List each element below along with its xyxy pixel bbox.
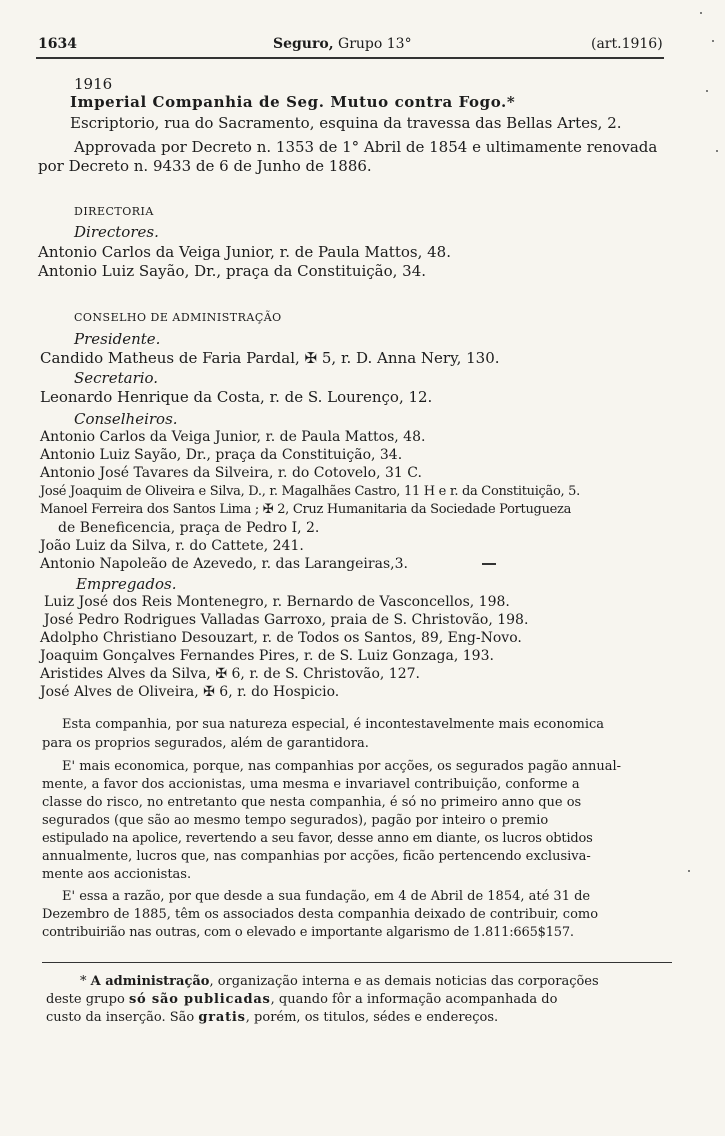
scan-speck <box>716 150 718 152</box>
p2-line-1: E' mais economica, porque, nas companhias por acções, os segurados pagão annual- <box>62 759 622 774</box>
empregado-5: Aristides Alves da Silva, ✠ 6, r. de S. Christovão, 127. <box>40 666 420 682</box>
p3-line-3: contribuirião nas outras, com o elevado e importante algarismo de 1.811:665$157. <box>42 925 574 940</box>
p2-line-3: classe do risco, no entretanto que nesta companhia, é só no primeiro anno que os <box>42 795 582 810</box>
empregado-2: José Pedro Rodrigues Valladas Garroxo, praia de S. Christovão, 198. <box>44 612 529 628</box>
scan-speck <box>688 870 690 872</box>
footnote-bold-publicadas: só são publicadas <box>128 992 271 1007</box>
director-2: Antonio Luiz Sayão, Dr., praça da Constituição, 34. <box>38 262 427 280</box>
p2-line-4: segurados (que são ao mesmo tempo segurados), pagão por inteiro o premio <box>42 813 549 828</box>
company-name: Imperial Companhia de Seg. Mutuo contra Fogo.* <box>70 93 516 111</box>
running-title <box>273 36 412 53</box>
footnote-line-3-rest: , porém, os titulos, sédes e endereços. <box>245 1010 499 1025</box>
p3-line-1: E' essa a razão, por que desde a sua fundação, em 4 de Abril de 1854, até 31 de <box>62 889 591 904</box>
footnote-line-3 <box>46 1010 498 1026</box>
footnote-line-2-start: deste grupo <box>46 992 129 1007</box>
empregado-1: Luiz José dos Reis Montenegro, r. Bernardo de Vasconcellos, 198. <box>44 594 510 610</box>
conselho-heading: CONSELHO DE ADMINISTRAÇÃO <box>74 311 282 324</box>
p2-line-6: annualmente, lucros que, nas companhias por acções, ficão pertencendo exclusiva- <box>42 849 591 864</box>
footnote-line-3-start: custo da inserção. São <box>46 1010 199 1025</box>
footnote-line-1 <box>80 974 674 990</box>
approval-line-2: por Decreto n. 9433 de 6 de Junho de 1886. <box>38 157 372 175</box>
entry-number: 1916 <box>74 75 113 93</box>
conselheiro-5: Manoel Ferreira dos Santos Lima ; ✠ 2, Cruz Humanitaria da Sociedade Portugueza <box>40 502 572 517</box>
office-address: Escriptorio, rua do Sacramento, esquina da travessa das Bellas Artes, 2. <box>70 114 622 132</box>
dash-mark <box>482 563 496 565</box>
approval-line-1: Approvada por Decreto n. 1353 de 1° Abril de 1854 e ultimamente renovada <box>74 138 658 156</box>
footnote-bold-gratis: gratis <box>198 1010 246 1025</box>
scan-speck <box>700 12 702 14</box>
p2-line-2: mente, a favor dos accionistas, uma mesma e invariavel contribuição, conforme a <box>42 777 580 792</box>
presidente-label: Presidente. <box>74 330 161 348</box>
footnote-line-2-rest: , quando fôr a informação acompanhada do <box>270 992 558 1007</box>
footnote-rule <box>42 962 672 963</box>
footnote-line-2 <box>46 992 674 1008</box>
directores-label: Directores. <box>74 223 159 241</box>
conselheiro-3: Antonio José Tavares da Silveira, r. do Cotovelo, 31 C. <box>40 465 422 481</box>
p1-line-1: Esta companhia, por sua natureza especial, é incontestavelmente mais economica <box>62 717 605 732</box>
article-reference: (art.1916) <box>591 36 663 52</box>
conselheiro-6: João Luiz da Silva, r. do Cattete, 241. <box>40 538 304 554</box>
p2-line-5: estipulado na apolice, revertendo a seu favor, desse anno em diante, os lucros obtidos <box>42 831 593 846</box>
page-number: 1634 <box>38 36 77 52</box>
director-1: Antonio Carlos da Veiga Junior, r. de Paula Mattos, 48. <box>38 243 451 261</box>
empregado-3: Adolpho Christiano Desouzart, r. de Todos os Santos, 89, Eng-Novo. <box>40 630 522 646</box>
footnote-bold-administracao: A administração <box>90 974 210 989</box>
conselheiros-label: Conselheiros. <box>74 410 178 428</box>
conselheiro-5-continued: de Beneficencia, praça de Pedro I, 2. <box>58 520 320 536</box>
conselheiro-7: Antonio Napoleão de Azevedo, r. das Larangeiras,3. <box>40 556 408 572</box>
scan-speck <box>706 90 708 92</box>
scan-speck <box>712 40 714 42</box>
secretario-label: Secretario. <box>74 369 159 387</box>
running-title-bold: Seguro, <box>273 36 334 52</box>
empregado-6: José Alves de Oliveira, ✠ 6, r. do Hospicio. <box>40 684 340 700</box>
secretario-name: Leonardo Henrique da Costa, r. de S. Lourenço, 12. <box>40 388 433 406</box>
running-title-rest: Grupo 13° <box>333 36 412 52</box>
footnote-line-1-rest: , organização interna e as demais noticias das corporações <box>209 974 599 989</box>
conselheiro-1: Antonio Carlos da Veiga Junior, r. de Paula Mattos, 48. <box>40 429 426 445</box>
directoria-heading: DIRECTORIA <box>74 205 154 218</box>
conselheiro-4: José Joaquim de Oliveira e Silva, D., r. Magalhães Castro, 11 H e r. da Constituição, 5. <box>40 484 580 499</box>
empregado-4: Joaquim Gonçalves Fernandes Pires, r. de S. Luiz Gonzaga, 193. <box>40 648 494 664</box>
p2-line-7: mente aos accionistas. <box>42 867 192 882</box>
header-rule <box>36 57 664 59</box>
p3-line-2: Dezembro de 1885, têm os associados desta companhia deixado de contribuir, como <box>42 907 599 922</box>
empregados-label: Empregados. <box>76 575 177 593</box>
presidente-name: Candido Matheus de Faria Pardal, ✠ 5, r. D. Anna Nery, 130. <box>40 349 500 367</box>
conselheiro-2: Antonio Luiz Sayão, Dr., praça da Constituição, 34. <box>40 447 403 463</box>
p1-line-2: para os proprios segurados, além de garantidora. <box>42 736 369 751</box>
footnote-asterisk: * <box>80 974 91 989</box>
